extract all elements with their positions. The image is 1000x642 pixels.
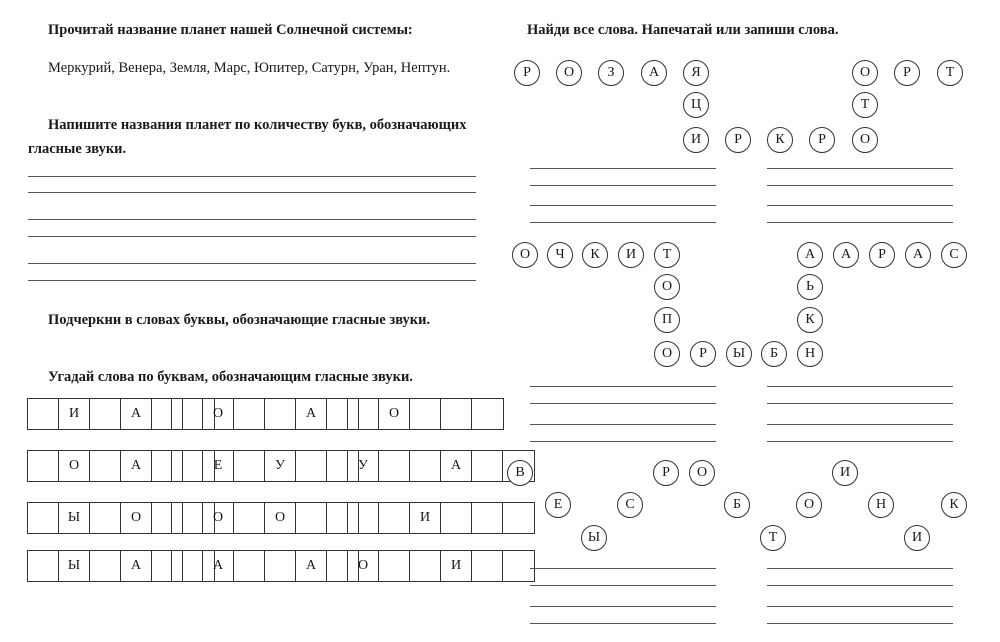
letter-circle[interactable]: Р bbox=[869, 242, 895, 268]
grid-cell[interactable] bbox=[172, 399, 203, 429]
grid-cell[interactable] bbox=[410, 551, 441, 581]
word-grid[interactable] bbox=[171, 550, 359, 582]
grid-cell[interactable]: А bbox=[296, 551, 327, 581]
letter-circle[interactable]: О bbox=[852, 127, 878, 153]
grid-cell[interactable] bbox=[234, 551, 265, 581]
grid-cell[interactable] bbox=[90, 503, 121, 533]
letter-circle[interactable]: Н bbox=[868, 492, 894, 518]
word-grid[interactable] bbox=[347, 502, 535, 534]
word-grid[interactable] bbox=[347, 398, 504, 430]
letter-circle[interactable]: В bbox=[507, 460, 533, 486]
grid-cell[interactable] bbox=[410, 451, 441, 481]
planets-list: Меркурий, Венера, Земля, Марс, Юпитер, Сатурн, Уран, Нептун. bbox=[48, 60, 451, 76]
letter-circle[interactable]: А bbox=[905, 242, 931, 268]
letter-circle[interactable]: Т bbox=[937, 60, 963, 86]
letter-circle[interactable]: Б bbox=[761, 341, 787, 367]
word-grid[interactable] bbox=[171, 450, 359, 482]
grid-cell[interactable] bbox=[172, 551, 203, 581]
letter-circle[interactable]: С bbox=[617, 492, 643, 518]
task4-title: Угадай слова по буквам, обозначающим гласные звуки. bbox=[48, 369, 413, 385]
letter-circle[interactable]: Ь bbox=[797, 274, 823, 300]
letter-circle[interactable]: Р bbox=[690, 341, 716, 367]
letter-circle[interactable]: К bbox=[767, 127, 793, 153]
grid-cell[interactable]: Ы bbox=[59, 551, 90, 581]
grid-cell[interactable] bbox=[472, 551, 503, 581]
grid-cell[interactable]: Ы bbox=[59, 503, 90, 533]
grid-cell[interactable] bbox=[379, 551, 410, 581]
grid-cell[interactable] bbox=[348, 503, 379, 533]
letter-circle[interactable]: И bbox=[683, 127, 709, 153]
task2-title: Напишите названия планет по количеству букв, обозначающих гласные звуки. bbox=[28, 117, 467, 157]
letter-circle[interactable]: К bbox=[797, 307, 823, 333]
grid-cell[interactable] bbox=[265, 399, 296, 429]
letter-circle[interactable]: Р bbox=[653, 460, 679, 486]
grid-cell[interactable] bbox=[28, 503, 59, 533]
task5-title: Найди все слова. Напечатай или запиши слова. bbox=[527, 22, 839, 38]
letter-circle[interactable]: А bbox=[641, 60, 667, 86]
grid-cell[interactable] bbox=[28, 451, 59, 481]
grid-cell[interactable] bbox=[90, 399, 121, 429]
grid-cell[interactable]: О bbox=[59, 451, 90, 481]
grid-cell[interactable]: И bbox=[59, 399, 90, 429]
letter-circle[interactable]: Р bbox=[809, 127, 835, 153]
grid-cell[interactable] bbox=[472, 503, 503, 533]
letter-circle[interactable]: К bbox=[941, 492, 967, 518]
letter-circle[interactable]: Т bbox=[760, 525, 786, 551]
grid-cell[interactable]: У bbox=[265, 451, 296, 481]
letter-circle[interactable]: О bbox=[512, 242, 538, 268]
letter-circle[interactable]: О bbox=[556, 60, 582, 86]
grid-cell[interactable] bbox=[296, 451, 327, 481]
grid-cell[interactable] bbox=[379, 503, 410, 533]
letter-circle[interactable]: И bbox=[618, 242, 644, 268]
letter-circle[interactable]: Р bbox=[514, 60, 540, 86]
grid-cell[interactable] bbox=[28, 551, 59, 581]
grid-cell[interactable]: Е bbox=[203, 451, 234, 481]
word-grid[interactable] bbox=[347, 550, 535, 582]
letter-circle[interactable]: Ч bbox=[547, 242, 573, 268]
letter-circle[interactable]: О bbox=[852, 60, 878, 86]
grid-cell[interactable] bbox=[172, 451, 203, 481]
grid-cell[interactable]: У bbox=[348, 451, 379, 481]
grid-cell[interactable]: А bbox=[121, 399, 152, 429]
letter-circle[interactable]: Ы bbox=[581, 525, 607, 551]
letter-circle[interactable]: Ы bbox=[726, 341, 752, 367]
grid-cell[interactable] bbox=[472, 399, 503, 429]
letter-circle[interactable]: Ц bbox=[683, 92, 709, 118]
letter-circle[interactable]: Р bbox=[894, 60, 920, 86]
grid-cell[interactable] bbox=[348, 399, 379, 429]
word-grid[interactable] bbox=[171, 502, 359, 534]
grid-cell[interactable] bbox=[472, 451, 503, 481]
grid-cell[interactable] bbox=[503, 551, 534, 581]
grid-cell[interactable] bbox=[234, 451, 265, 481]
grid-cell[interactable] bbox=[441, 399, 472, 429]
grid-cell[interactable] bbox=[90, 451, 121, 481]
letter-circle[interactable]: А bbox=[797, 242, 823, 268]
grid-cell[interactable]: О bbox=[121, 503, 152, 533]
task3-title: Подчеркни в словах буквы, обозначающие гласные звуки. bbox=[48, 312, 431, 328]
grid-cell[interactable]: О bbox=[265, 503, 296, 533]
letter-circle[interactable]: Т bbox=[852, 92, 878, 118]
letter-circle[interactable]: О bbox=[689, 460, 715, 486]
grid-cell[interactable]: О bbox=[379, 399, 410, 429]
grid-cell[interactable]: О bbox=[203, 503, 234, 533]
letter-circle[interactable]: О bbox=[654, 274, 680, 300]
letter-circle[interactable]: И bbox=[904, 525, 930, 551]
letter-circle[interactable]: Е bbox=[545, 492, 571, 518]
letter-circle[interactable]: И bbox=[832, 460, 858, 486]
word-grid[interactable] bbox=[171, 398, 359, 430]
grid-cell[interactable] bbox=[172, 503, 203, 533]
letter-circle[interactable]: П bbox=[654, 307, 680, 333]
task1-title: Прочитай название планет нашей Солнечной системы: bbox=[48, 22, 413, 38]
grid-cell[interactable]: И bbox=[410, 503, 441, 533]
letter-circle[interactable]: О bbox=[796, 492, 822, 518]
grid-cell[interactable] bbox=[441, 503, 472, 533]
letter-circle[interactable]: О bbox=[654, 341, 680, 367]
letter-circle[interactable]: Т bbox=[654, 242, 680, 268]
grid-cell[interactable]: И bbox=[441, 551, 472, 581]
grid-cell[interactable]: А bbox=[121, 451, 152, 481]
letter-circle[interactable]: З bbox=[598, 60, 624, 86]
grid-cell[interactable] bbox=[90, 551, 121, 581]
grid-cell[interactable] bbox=[234, 503, 265, 533]
letter-circle[interactable]: А bbox=[833, 242, 859, 268]
grid-cell[interactable]: А bbox=[121, 551, 152, 581]
letter-circle[interactable]: Б bbox=[724, 492, 750, 518]
grid-cell[interactable] bbox=[28, 399, 59, 429]
grid-cell[interactable]: А bbox=[296, 399, 327, 429]
grid-cell[interactable]: А bbox=[441, 451, 472, 481]
letter-circle[interactable]: К bbox=[582, 242, 608, 268]
letter-circle[interactable]: Я bbox=[683, 60, 709, 86]
grid-cell[interactable]: О bbox=[348, 551, 379, 581]
grid-cell[interactable] bbox=[234, 399, 265, 429]
grid-cell[interactable] bbox=[296, 503, 327, 533]
grid-cell[interactable]: О bbox=[203, 399, 234, 429]
grid-cell[interactable] bbox=[265, 551, 296, 581]
grid-cell[interactable]: А bbox=[203, 551, 234, 581]
grid-cell[interactable] bbox=[503, 503, 534, 533]
grid-cell[interactable] bbox=[410, 399, 441, 429]
grid-cell[interactable] bbox=[379, 451, 410, 481]
letter-circle[interactable]: С bbox=[941, 242, 967, 268]
letter-circle[interactable]: Р bbox=[725, 127, 751, 153]
letter-circle[interactable]: Н bbox=[797, 341, 823, 367]
